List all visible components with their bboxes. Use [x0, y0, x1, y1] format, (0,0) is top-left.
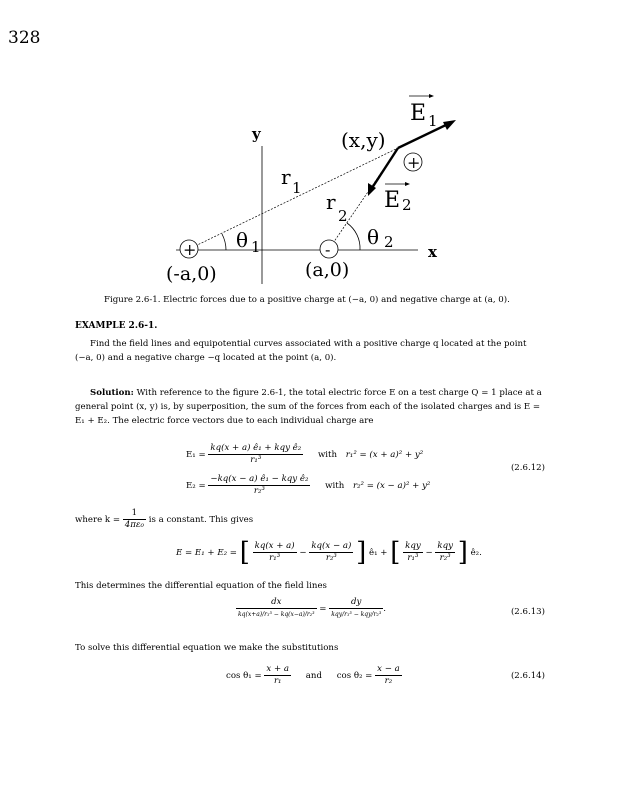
diff-left-frac: $\frac{dx}{\text{kq(x+a)/r₁³ − kq(x−a)/r₂³}}$	[238, 597, 315, 618]
where-k-suffix: is a constant. This gives	[148, 515, 254, 525]
eq2-num: −kq(x − a) ê₁ − kqy ê₂	[210, 474, 309, 484]
e1-vector-bar-head	[429, 94, 434, 98]
eq1-den: r₁³	[250, 455, 262, 465]
r1-label-sub: 1	[292, 179, 302, 197]
x-axis-label: x	[428, 243, 437, 261]
r1-label: r	[281, 165, 291, 189]
eq-2-6-14	[226, 664, 402, 687]
eq2-rel: r₂² = (x − a)² + y²	[352, 481, 431, 491]
eq1-lhs: E₁ =	[186, 450, 206, 460]
total-e2: ê₂.	[470, 548, 482, 558]
eq1-rel: r₁² = (x + a)² + y²	[345, 450, 424, 460]
diff-right-num: dy	[329, 597, 383, 609]
diff-right-frac: $\frac{dy}{\text{kqy/r₁³ − kqy/r₂³}}$	[331, 597, 382, 618]
problem-statement: Find the field lines and equipotential curves associated with a positive charge q located at the point (−a, 0) and a negative charge −q located at the point (a, 0).	[75, 339, 527, 363]
eq1-num: kq(x + a) ê₁ + kqy ê₂	[210, 443, 302, 453]
pos-point-label: (-a,0)	[166, 263, 217, 285]
y-axis-label: y	[252, 125, 261, 143]
total-f1-den: r₁³	[269, 553, 281, 563]
bracket-close-1: ]	[356, 537, 367, 568]
eq-2-6-14-number: (2.6.14)	[510, 671, 545, 681]
solution-text: With reference to the figure 2.6-1, the total electric force E on a test charge Q = 1 place at a general point (x, y) is, by superposition, the sum of the forces from each of the isolated charges and is E = E₁ + E₂. The electric force vectors due to each individual charge are	[75, 388, 542, 426]
total-f2-den: r₂³	[325, 553, 337, 563]
diff-right-den-b: kqy/r₂³	[360, 611, 382, 618]
eq-2-6-12-number: (2.6.12)	[510, 463, 545, 473]
e2-label: E	[384, 188, 401, 213]
eq1-fraction	[208, 443, 303, 466]
total-f2-num: kq(x − a)	[311, 541, 352, 551]
total-f1-num: kq(x + a)	[254, 541, 295, 551]
e1-label-sub: 1	[428, 112, 438, 130]
e2-vector-bar-head	[405, 182, 410, 186]
e1-label: E	[410, 101, 427, 126]
cos1-lhs: cos θ₁ =	[226, 671, 262, 681]
cos2-frac	[375, 664, 402, 687]
r2-label: r	[326, 190, 336, 214]
cos2-den: r₂	[384, 676, 393, 686]
eq2-den: r₂³	[253, 486, 265, 496]
theta2-arc	[347, 223, 360, 250]
diff-left-den-a: kq(x+a)/r₁³	[238, 611, 272, 618]
cos2-num: x − a	[377, 664, 400, 674]
diff-left-den-b: kq(x−a)/r₂³	[280, 611, 315, 618]
cos1-frac	[264, 664, 291, 687]
solution-paragraph	[75, 386, 545, 428]
bracket-open-2: [	[390, 537, 401, 568]
total-frac1	[253, 541, 297, 564]
total-f3-num: kqy	[405, 541, 421, 551]
cos-and: and	[305, 671, 322, 681]
e1-arrowhead	[443, 120, 456, 130]
page-number: 328	[8, 28, 41, 48]
figure-caption: Figure 2.6-1. Electric forces due to a positive charge at (−a, 0) and negative charge at (a, 0).	[104, 295, 510, 305]
diff-equals: =	[319, 604, 327, 614]
theta1-label: θ	[236, 228, 249, 252]
example-title: EXAMPLE 2.6-1.	[75, 321, 158, 331]
diff-right-den-a: kqy/r₁³	[331, 611, 352, 618]
e2-label-sub: 2	[402, 196, 412, 214]
eq-2-6-13: $\frac{dx}{\text{kq(x+a)/r₁³ − kq(x−a)/r₂³}}$ = $\frac{dy}{\text{kqy/r₁³ − kqy/r₂³}}$ .	[238, 597, 386, 618]
total-frac3	[403, 541, 423, 564]
bracket-open-1: [	[239, 537, 250, 568]
test-charge-sign: +	[407, 153, 421, 172]
neg-point-label: (a,0)	[305, 259, 350, 281]
theta2-label: θ	[367, 225, 380, 249]
eq-2-6-12-line2	[186, 474, 430, 497]
negative-charge-sign: -	[325, 240, 331, 259]
total-minus: −	[299, 548, 307, 558]
total-frac2	[309, 541, 353, 564]
where-k-den: 4πε₀	[124, 520, 144, 530]
theta1-arc	[222, 234, 226, 250]
eq-2-6-12-line1	[186, 443, 423, 466]
total-frac4	[435, 541, 455, 564]
diff-intro: This determines the differential equation of the field lines	[75, 581, 327, 591]
where-k-fraction	[123, 508, 146, 531]
total-f3-den: r₁³	[407, 553, 419, 563]
figure-electric-forces	[0, 0, 617, 290]
eq-total	[176, 537, 482, 568]
where-k-num: 1	[123, 508, 146, 520]
total-lhs: E = E₁ + E₂ =	[176, 548, 237, 558]
total-f4-den: r₂³	[439, 553, 451, 563]
theta2-label-sub: 2	[384, 233, 394, 251]
total-e1: ê₁ +	[369, 548, 388, 558]
e1-arrow	[398, 124, 448, 148]
theta1-label-sub: 1	[251, 238, 261, 256]
where-k-prefix: where k =	[75, 515, 121, 525]
where-k-line	[75, 508, 253, 531]
positive-charge-sign: +	[183, 240, 197, 259]
cos2-lhs: cos θ₂ =	[336, 671, 373, 681]
xy-label: (x,y)	[341, 128, 386, 152]
bracket-close-2: ]	[457, 537, 468, 568]
cos1-num: x + a	[266, 664, 290, 674]
eq-2-6-13-number: (2.6.13)	[510, 607, 545, 617]
diff-left-num: dx	[236, 597, 317, 609]
solution-label: Solution:	[90, 388, 134, 398]
r2-label-sub: 2	[338, 207, 348, 225]
eq2-fraction	[208, 474, 310, 497]
total-f4-num: kqy	[437, 541, 453, 551]
total-minus-2: −	[425, 548, 433, 558]
eq2-with: with	[325, 481, 345, 491]
cos1-den: r₁	[273, 676, 282, 686]
subst-intro: To solve this differential equation we make the substitutions	[75, 643, 339, 653]
eq1-with: with	[317, 450, 338, 460]
eq2-lhs: E₂ =	[186, 481, 206, 491]
